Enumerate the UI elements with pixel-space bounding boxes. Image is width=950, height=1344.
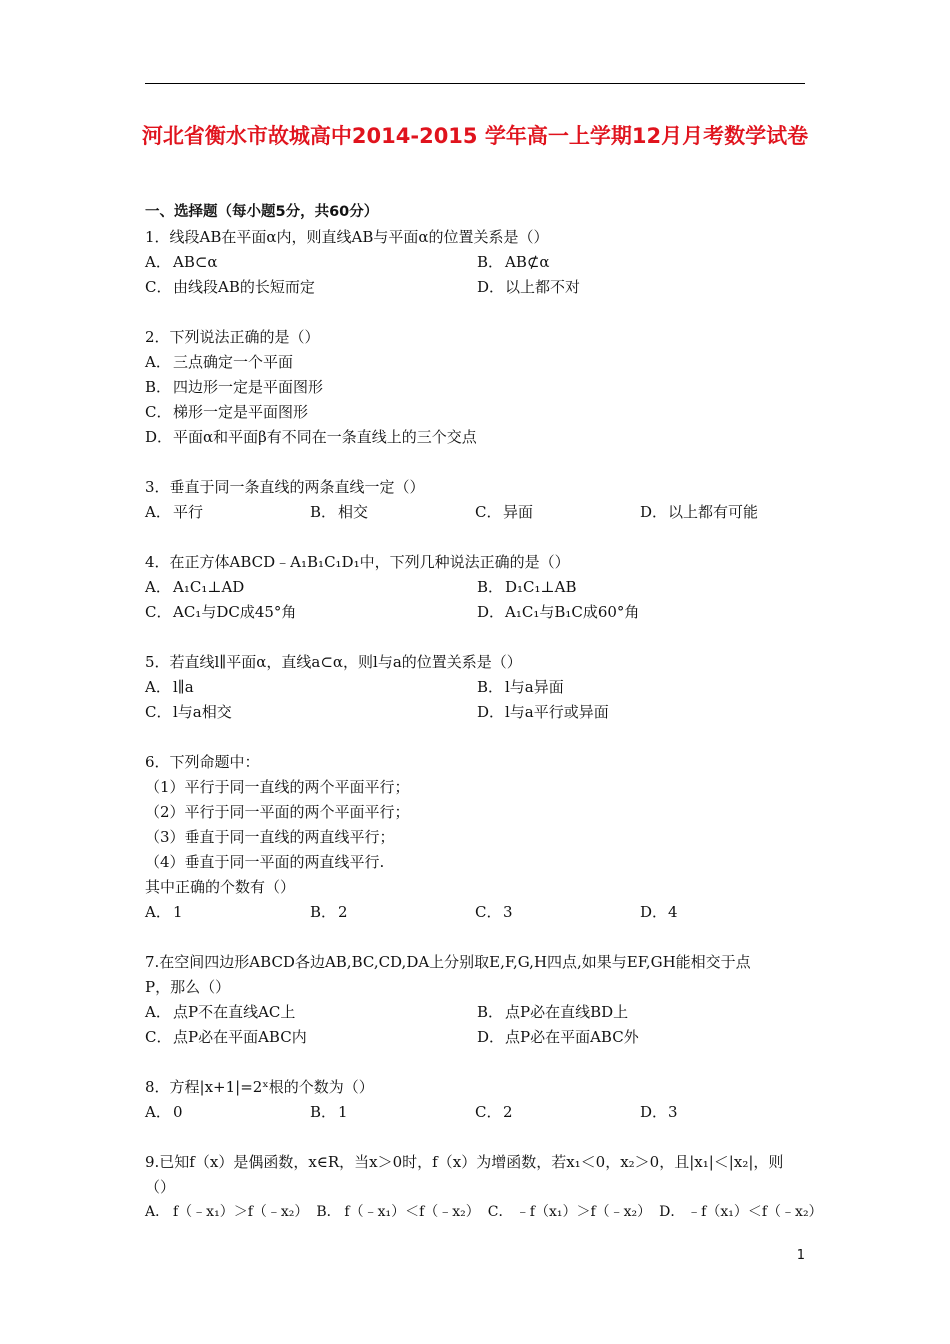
page-title: 河北省衡水市故城高中2014-2015 学年高一上学期12月月考数学试卷 [141, 124, 809, 148]
option-text: ﹣f（x₁）＞f（﹣x₂） [515, 1204, 652, 1220]
question-stem-line: 7.在空间四边形ABCD各边AB,BC,CD,DA上分别取E,F,G,H四点,如果与EF,GH能相交于点 [145, 953, 751, 971]
question-stem-line: （2）平行于同一平面的两个平面平行； [145, 803, 410, 821]
option-key: C． [145, 1028, 172, 1046]
option-text: AB⊄α [505, 253, 550, 271]
option-row [145, 1100, 815, 1125]
option-row [145, 275, 815, 300]
option-key: B． [477, 578, 504, 596]
option-row [145, 700, 815, 725]
option-row [145, 575, 815, 600]
option-text: 相交 [338, 503, 369, 521]
option-key: D． [640, 903, 668, 921]
option-key: C． [487, 1204, 513, 1220]
option-row [145, 400, 815, 425]
option-key: D． [477, 278, 505, 296]
option-key: B． [477, 253, 504, 271]
option-row [145, 250, 815, 275]
option-c [145, 600, 477, 625]
option-text: A₁C₁⊥AD [173, 578, 245, 596]
option-c [145, 400, 308, 425]
question-3 [145, 475, 815, 525]
question-stem-line: 4．在正方体ABCD﹣A₁B₁C₁D₁中，下列几种说法正确的是（） [145, 553, 570, 571]
question-stem-line: （） [145, 1178, 176, 1196]
option-b [145, 375, 323, 400]
option-text: 异面 [503, 503, 534, 521]
option-row [145, 350, 815, 375]
option-d [640, 900, 805, 925]
question-stem-line: 6．下列命题中： [145, 753, 260, 771]
option-b [310, 500, 475, 525]
option-text: 点P必在平面ABC外 [505, 1028, 639, 1046]
option-key: B． [310, 1103, 337, 1121]
option-key: B． [310, 503, 337, 521]
option-text: l与a平行或异面 [505, 703, 609, 721]
question-stem-line: （4）垂直于同一平面的两直线平行. [145, 853, 385, 871]
option-text: 以上都有可能 [668, 503, 759, 521]
option-key: D． [659, 1204, 685, 1220]
option-key: A． [145, 678, 171, 696]
option-row [145, 1000, 815, 1025]
option-text: A₁C₁与B₁C成60°角 [505, 603, 640, 621]
option-text: l与a相交 [173, 703, 232, 721]
option-text: 2 [503, 1103, 513, 1121]
option-text: 0 [173, 1103, 183, 1121]
option-text: D₁C₁⊥AB [505, 578, 577, 596]
option-d [477, 275, 809, 300]
option-d [477, 700, 809, 725]
question-stem-line: 其中正确的个数有（） [145, 878, 296, 896]
option-key: B． [145, 378, 172, 396]
option-c [145, 1025, 477, 1050]
option-key: C． [145, 603, 172, 621]
option-a [145, 350, 293, 375]
option-text: 以上都不对 [505, 278, 581, 296]
question-6 [145, 750, 815, 925]
option-text: 平行 [173, 503, 204, 521]
option-text: l∥a [173, 678, 194, 696]
option-key: A． [145, 903, 171, 921]
option-text: 3 [668, 1103, 678, 1121]
option-c [475, 900, 640, 925]
option-row [145, 1025, 815, 1050]
option-key: D． [477, 703, 505, 721]
option-a [145, 1000, 477, 1025]
option-key: A． [145, 1204, 170, 1220]
question-stem-line: 8．方程|x+1|=2ˣ根的个数为（） [145, 1078, 374, 1096]
option-key: D． [640, 1103, 668, 1121]
option-d [145, 425, 477, 450]
option-row [145, 375, 815, 400]
option-key: A． [145, 1003, 171, 1021]
question-stem-line: （1）平行于同一直线的两个平面平行； [145, 778, 410, 796]
option-key: C． [475, 1103, 502, 1121]
option-a [145, 900, 310, 925]
option-text: 4 [668, 903, 678, 921]
question-4 [145, 550, 815, 625]
option-key: A． [145, 353, 171, 371]
option-key: C． [475, 503, 502, 521]
option-b [316, 1200, 479, 1225]
option-key: D． [477, 1028, 505, 1046]
option-key: B． [477, 678, 504, 696]
option-text: f（﹣x₁）＞f（﹣x₂） [173, 1204, 309, 1220]
question-8 [145, 1075, 815, 1125]
option-key: B． [316, 1204, 341, 1220]
option-key: A． [145, 578, 171, 596]
option-text: AC₁与DC成45°角 [173, 603, 297, 621]
option-row [145, 675, 815, 700]
option-key: D． [145, 428, 173, 446]
option-key: B． [477, 1003, 504, 1021]
question-9 [145, 1150, 823, 1225]
option-text: ﹣f（x₁）＜f（﹣x₂） [687, 1204, 823, 1220]
page-number: 1 [796, 1248, 805, 1263]
option-d [477, 1025, 809, 1050]
option-a [145, 500, 310, 525]
option-row [145, 425, 815, 450]
option-text: 由线段AB的长短而定 [173, 278, 315, 296]
option-key: C． [145, 703, 172, 721]
option-text: 2 [338, 903, 348, 921]
option-key: A． [145, 503, 171, 521]
option-a [145, 575, 477, 600]
option-key: C． [145, 403, 172, 421]
question-list [145, 225, 823, 1225]
question-stem-line: （3）垂直于同一直线的两直线平行； [145, 828, 395, 846]
option-key: D． [477, 603, 505, 621]
question-stem-line: 9.已知f（x）是偶函数，x∈R，当x＞0时，f（x）为增函数，若x₁＜0，x₂＞0，且|x₁|＜|x₂|，则 [145, 1153, 784, 1171]
option-a [145, 1100, 310, 1125]
option-row [145, 900, 815, 925]
question-stem-line: P，那么（） [145, 978, 231, 996]
option-text: l与a异面 [505, 678, 564, 696]
option-text: 四边形一定是平面图形 [173, 378, 324, 396]
option-text: 1 [338, 1103, 348, 1121]
option-row [145, 600, 815, 625]
option-text: 1 [173, 903, 183, 921]
option-text: 梯形一定是平面图形 [173, 403, 309, 421]
option-a [145, 1200, 308, 1225]
option-text: 三点确定一个平面 [173, 353, 294, 371]
question-2 [145, 325, 815, 450]
option-key: D． [640, 503, 668, 521]
question-stem-line: 1．线段AB在平面α内，则直线AB与平面α的位置关系是（） [145, 228, 549, 246]
question-stem-line: 5．若直线l∥平面α，直线a⊂α，则l与a的位置关系是（） [145, 653, 522, 671]
option-d [640, 500, 805, 525]
option-text: f（﹣x₁）＜f（﹣x₂） [344, 1204, 480, 1220]
option-row [145, 500, 815, 525]
option-c [488, 1200, 651, 1225]
option-text: AB⊂α [173, 253, 218, 271]
option-d [640, 1100, 805, 1125]
option-b [477, 1000, 809, 1025]
section-heading: 一、选择题（每小题5分，共60分） [145, 204, 379, 220]
header-rule [145, 83, 805, 84]
option-a [145, 675, 477, 700]
option-key: A． [145, 253, 171, 271]
option-text: 平面α和平面β有不同在一条直线上的三个交点 [173, 428, 477, 446]
option-key: C． [475, 903, 502, 921]
option-b [477, 250, 809, 275]
option-text: 点P必在直线BD上 [505, 1003, 629, 1021]
option-text: 3 [503, 903, 513, 921]
option-b [477, 675, 809, 700]
question-1 [145, 225, 815, 300]
question-stem-line: 2．下列说法正确的是（） [145, 328, 320, 346]
option-c [475, 1100, 640, 1125]
option-text: 点P不在直线AC上 [173, 1003, 296, 1021]
option-c [475, 500, 640, 525]
option-d [477, 600, 809, 625]
question-7 [145, 950, 815, 1050]
option-key: B． [310, 903, 337, 921]
exam-content [145, 200, 823, 1250]
option-d [659, 1200, 822, 1225]
option-b [477, 575, 809, 600]
option-key: C． [145, 278, 172, 296]
question-5 [145, 650, 815, 725]
option-c [145, 700, 477, 725]
option-b [310, 900, 475, 925]
option-row [145, 1200, 823, 1225]
option-c [145, 275, 477, 300]
option-text: 点P必在平面ABC内 [173, 1028, 307, 1046]
option-key: A． [145, 1103, 171, 1121]
option-b [310, 1100, 475, 1125]
option-a [145, 250, 477, 275]
question-stem-line: 3．垂直于同一条直线的两条直线一定（） [145, 478, 425, 496]
